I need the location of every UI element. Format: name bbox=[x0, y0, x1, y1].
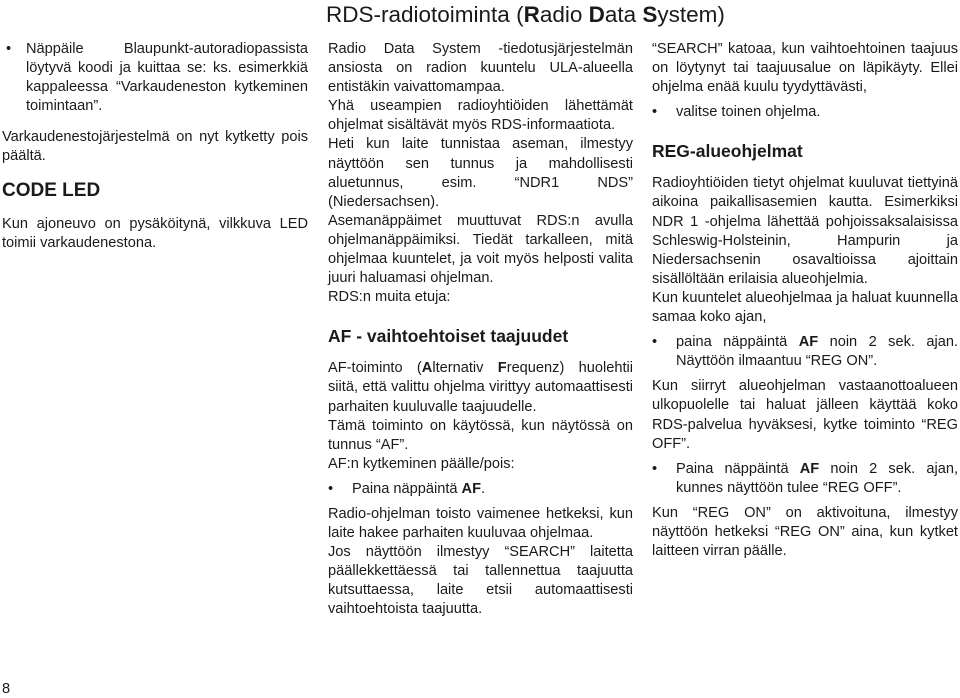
paragraph: Kun “REG ON” on aktivoituna, ilmestyy näyttöön hetkeksi “REG ON” aina, kun kytket laitteen virran päälle. bbox=[652, 504, 958, 560]
paragraph: RDS:n muita etuja: bbox=[328, 289, 451, 306]
title-letter-r: R bbox=[523, 2, 540, 27]
column-middle bbox=[328, 40, 633, 620]
paragraph: Kun ajoneuvo on pysäköitynä, vilkkuva LED toimii varkaudenestona. bbox=[2, 215, 308, 251]
paragraph: Tämä toiminto on käytössä, kun näytössä on tunnus “AF”. bbox=[328, 417, 633, 453]
paragraph: Kun kuuntelet alueohjelmaa ja haluat kuunnella samaa koko ajan, bbox=[652, 289, 958, 326]
bold-letter: F bbox=[497, 360, 507, 377]
page-number: 8 bbox=[2, 681, 11, 697]
bullet-item: • Näppäile Blaupunkt-autoradiopassista löytyvä koodi ja kuittaa se: ks. esimerkkiä kappaleessa “Varkaudeneston kytkeminen toimintaan”. bbox=[2, 40, 308, 116]
text: paina näppäintä bbox=[676, 334, 799, 351]
text: noin 2 sek. ajan. Näyttöön ilmaantuu “REG ON”. bbox=[676, 334, 958, 370]
paragraph bbox=[328, 359, 633, 416]
title-text: adio bbox=[539, 2, 589, 27]
paragraph: Asemanäppäimet muuttuvat RDS:n avulla ohjelmanäppäimiksi. Tiedät tarkalleen, mitä ohjelmaa kuuntelet, ja voit myös helposti valita juuri haluamasi ohjelman. bbox=[328, 212, 633, 287]
column-left bbox=[2, 40, 308, 253]
bullet-item: • valitse toinen ohjelma. bbox=[652, 103, 958, 122]
text: . bbox=[481, 480, 486, 497]
title-letter-d: D bbox=[588, 2, 605, 27]
title-text: ystem) bbox=[657, 2, 725, 27]
title-letter-s: S bbox=[642, 2, 658, 27]
paragraph: Heti kun laite tunnistaa aseman, ilmestyy näyttöön sen tunnus ja mahdollisesti aluetunnus, esim. “NDR1 NDS” (Niedersachsen). bbox=[328, 136, 633, 210]
bullet-item bbox=[652, 333, 958, 371]
paragraph: Radio Data System -tiedotusjärjestelmän ansiosta on radion kuuntelu ULA-alueella entistäkin vaivattomampaa. bbox=[328, 41, 633, 96]
title-text: ata bbox=[604, 2, 643, 27]
key-af: AF bbox=[461, 480, 482, 497]
paragraph: “SEARCH” katoaa, kun vaihtoehtoinen taajuus on löytynyt tai taajuusalue on läpikäyty. Ellei ohjelma enää kuulu tyydyttävästi, bbox=[652, 41, 958, 96]
bullet-item bbox=[652, 460, 958, 498]
text: requenz) huolehtii siitä, että valittu ohjelma virittyy automaattisesti parhaiten kuuluvalle taajuudelle. bbox=[328, 360, 633, 415]
column-right bbox=[652, 40, 958, 561]
text: Paina näppäintä bbox=[352, 480, 462, 497]
key-af: AF bbox=[799, 460, 820, 477]
paragraph: Radioyhtiöiden tietyt ohjelmat kuuluvat tiettyinä aikoina paikallisasemien kautta. Esimerkiksi NDR 1 -ohjelma lähettää pohjoissaksalaisissa Schleswig-Holsteinin, Hampurin ja Niedersachsenin osavaltioissa ajoittain sisällöltään erilaisia alueohjelmia. bbox=[652, 175, 958, 287]
bold-letter: A bbox=[421, 360, 433, 377]
text: noin 2 sek. ajan, kunnes näyttöön tulee “REG OFF”. bbox=[676, 460, 958, 496]
key-af: AF bbox=[798, 334, 819, 351]
text: AF-toiminto ( bbox=[328, 360, 422, 377]
paragraph: Jos näyttöön ilmestyy “SEARCH” laitetta päällekkettäessä tai tallennettua taajuutta kutsuttaessa, laite etsii automaattisesti vaihtoehtoista taajuutta. bbox=[328, 544, 633, 618]
section-heading-reg: REG-alueohjelmat bbox=[652, 141, 803, 162]
section-heading-code-led: CODE LED bbox=[2, 179, 101, 201]
paragraph: Varkaudenestojärjestelmä on nyt kytketty pois päältä. bbox=[2, 129, 308, 165]
text: lternativ bbox=[432, 360, 498, 377]
paragraph: Radio-ohjelman toisto vaimenee hetkeksi, kun laite hakee parhaiten kuuluvaa ohjelmaa. bbox=[328, 505, 633, 542]
title-text: RDS-radiotoiminta ( bbox=[326, 2, 524, 27]
bullet-item bbox=[328, 480, 633, 499]
text: Paina näppäintä bbox=[676, 460, 800, 477]
paragraph: AF:n kytkeminen päälle/pois: bbox=[328, 455, 515, 472]
paragraph: Yhä useampien radioyhtiöiden lähettämät ohjelmat sisältävät myös RDS-informaatiota. bbox=[328, 98, 633, 134]
section-heading-af: AF - vaihtoehtoiset taajuudet bbox=[328, 326, 569, 347]
page-title bbox=[326, 2, 956, 28]
paragraph: Kun siirryt alueohjelman vastaanottoalueen ulkopuolelle tai haluat jälleen käyttää koko RDS-palvelua hyväksesi, kytke toiminto “REG OFF”. bbox=[652, 378, 958, 452]
